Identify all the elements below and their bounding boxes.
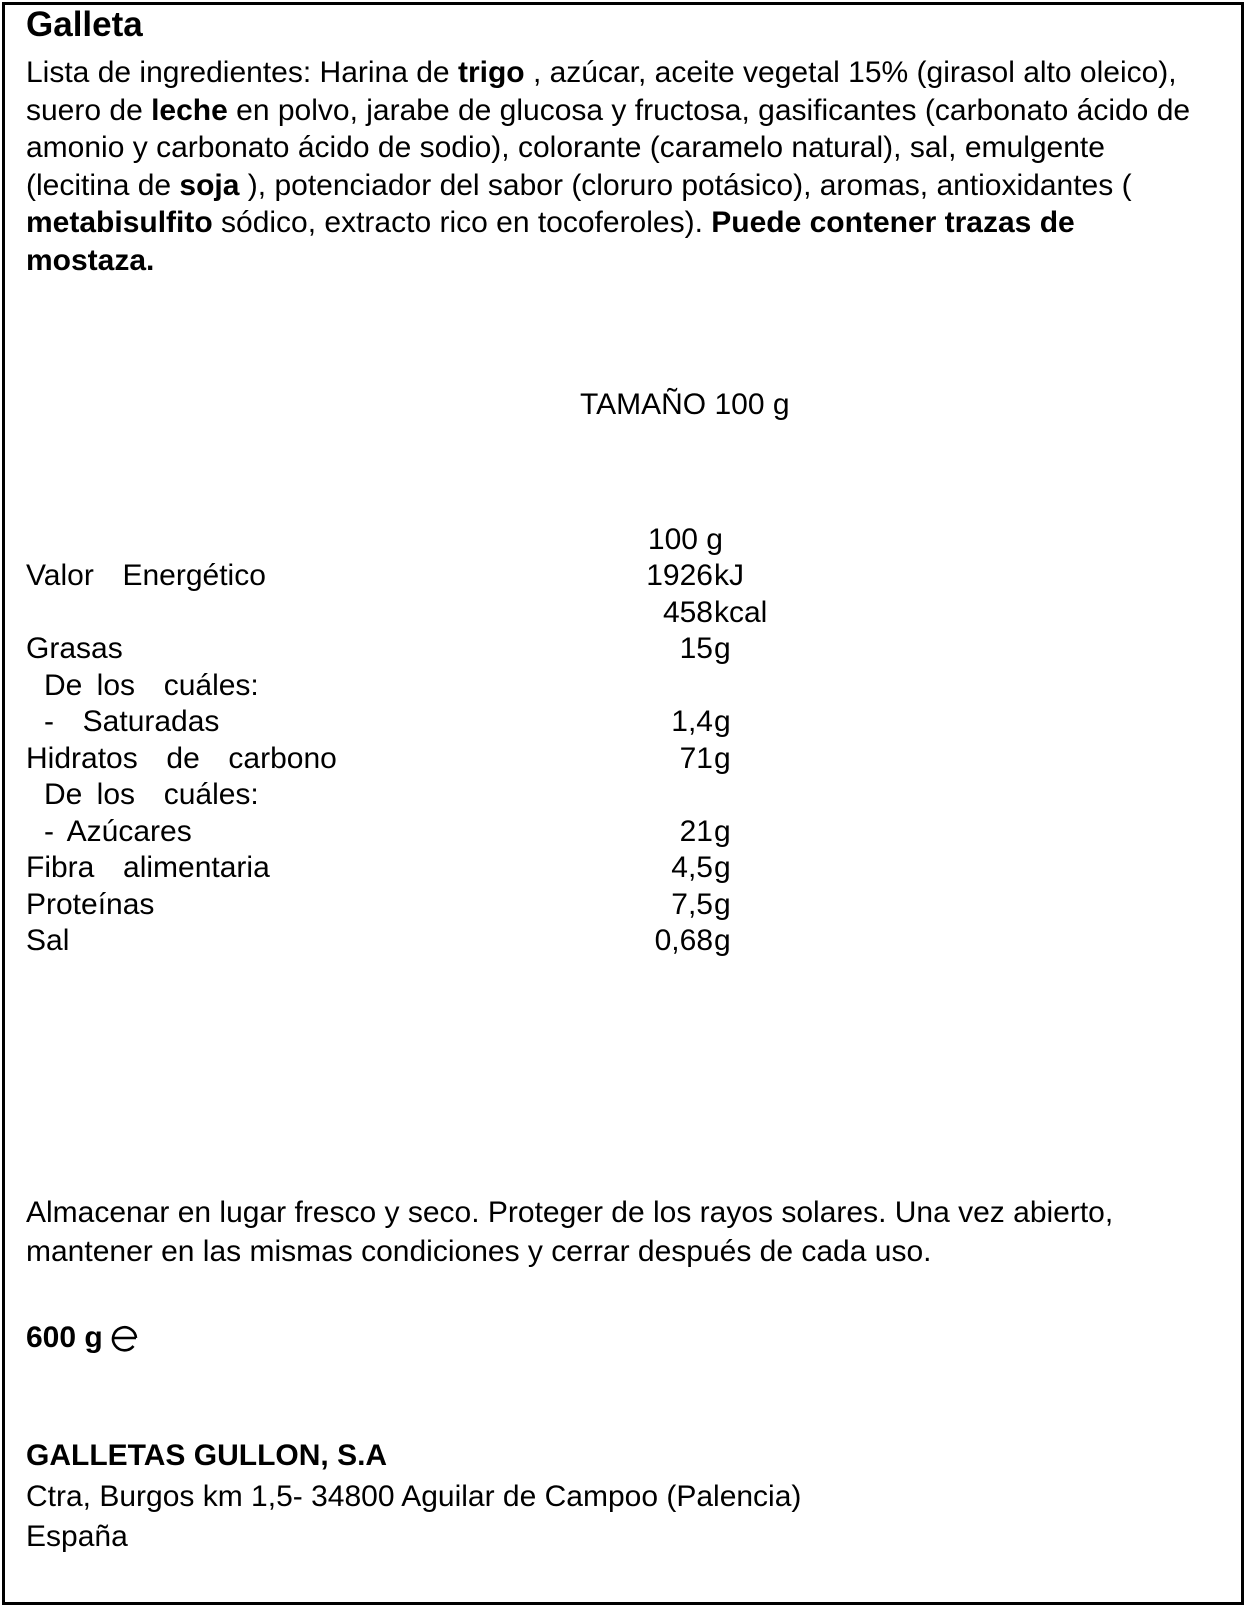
nutrition-row bbox=[0, 557, 1250, 594]
ingredients-text: Lista de ingredientes: Harina de bbox=[26, 56, 458, 89]
nutrient-unit: kcal bbox=[714, 595, 768, 629]
nutrition-row bbox=[0, 740, 1250, 777]
ingredients-text: ), potenciador del sabor (cloruro potásico), aromas, antioxidantes ( bbox=[239, 168, 1132, 202]
nutrient-label: Fibra alimentaria bbox=[26, 851, 270, 884]
nutrient-value: 1,4 bbox=[671, 705, 713, 738]
nutrient-label: - Azúcares bbox=[44, 814, 192, 848]
nutrition-row bbox=[0, 886, 1250, 923]
nutrition-column-header-row bbox=[0, 521, 1250, 558]
nutrient-value: 4,5 bbox=[671, 851, 713, 884]
manufacturer-address bbox=[26, 1477, 801, 1557]
nutrient-unit: kJ bbox=[714, 559, 744, 592]
net-weight-value: 600 g bbox=[26, 1321, 103, 1354]
nutrient-label: Valor Energético bbox=[26, 559, 266, 592]
address-line-1: Ctra, Burgos km 1,5- 34800 Aguilar de Campoo (Palencia) bbox=[26, 1480, 802, 1513]
nutrient-unit: g bbox=[714, 741, 731, 775]
nutrient-value: 7,5 bbox=[671, 887, 713, 921]
nutrient-value: 15 bbox=[679, 632, 713, 665]
nutrient-value: 458 bbox=[662, 595, 713, 629]
nutrient-label: Hidratos de carbono bbox=[26, 741, 337, 775]
nutrition-row bbox=[0, 813, 1250, 850]
nutrition-row bbox=[0, 922, 1250, 959]
nutrient-unit: g bbox=[714, 814, 731, 848]
ingredients-text: en polvo, jarabe de glucosa y fructosa, gasificantes (carbonato ácido de amonio y carbonato ácido de sodio), colorante (caramelo natural), sal, emulgente (lecitina de bbox=[26, 93, 1191, 202]
nutrient-label: Sal bbox=[26, 924, 70, 957]
nutrient-label: - Saturadas bbox=[44, 705, 220, 738]
nutrition-row bbox=[0, 630, 1250, 667]
storage-instructions: Almacenar en lugar fresco y seco. Proteger de los rayos solares. Una vez abierto, mantener en las mismas condiciones y cerrar después de cada uso. bbox=[26, 1196, 1114, 1268]
nutrient-label: De los cuáles: bbox=[44, 778, 259, 811]
nutrition-row bbox=[0, 667, 1250, 704]
manufacturer-name: GALLETAS GULLON, S.A bbox=[26, 1439, 388, 1472]
nutrient-label: Proteínas bbox=[26, 887, 155, 921]
nutrient-value: 1926 bbox=[646, 559, 713, 592]
nutrient-label: Grasas bbox=[26, 632, 123, 665]
nutrition-row bbox=[0, 703, 1250, 740]
nutrient-unit: g bbox=[714, 632, 731, 665]
serving-size-heading: TAMAÑO 100 g bbox=[580, 388, 790, 421]
nutrition-row bbox=[0, 849, 1250, 886]
allergen-highlight: Puede contener trazas de mostaza. bbox=[26, 206, 1075, 277]
nutrition-row bbox=[0, 776, 1250, 813]
nutrition-column-header: 100 g bbox=[647, 523, 723, 556]
product-title: Galleta bbox=[26, 5, 143, 44]
nutrient-unit: g bbox=[714, 924, 731, 957]
net-weight bbox=[26, 1318, 141, 1358]
nutrient-value: 21 bbox=[679, 814, 713, 848]
ingredients-text: sódico, extracto rico en tocoferoles). bbox=[212, 206, 712, 239]
nutrient-label: De los cuáles: bbox=[44, 668, 259, 702]
ingredients-list bbox=[26, 54, 1206, 279]
nutrient-unit: g bbox=[714, 887, 731, 921]
allergen-highlight: trigo bbox=[457, 56, 525, 89]
nutrient-unit: g bbox=[714, 851, 731, 884]
nutrient-unit: g bbox=[714, 705, 731, 738]
nutrition-row bbox=[0, 594, 1250, 631]
nutrient-value: 71 bbox=[679, 741, 713, 775]
allergen-highlight: metabisulfito bbox=[26, 206, 213, 239]
nutrient-value: 0,68 bbox=[654, 924, 713, 957]
estimated-sign-icon bbox=[109, 1322, 141, 1354]
address-line-2: España bbox=[26, 1520, 128, 1553]
ingredients-text: , azúcar, aceite vegetal 15% (girasol alto oleico), suero de bbox=[26, 56, 1177, 127]
allergen-highlight: leche bbox=[151, 93, 228, 127]
allergen-highlight: soja bbox=[179, 168, 240, 202]
